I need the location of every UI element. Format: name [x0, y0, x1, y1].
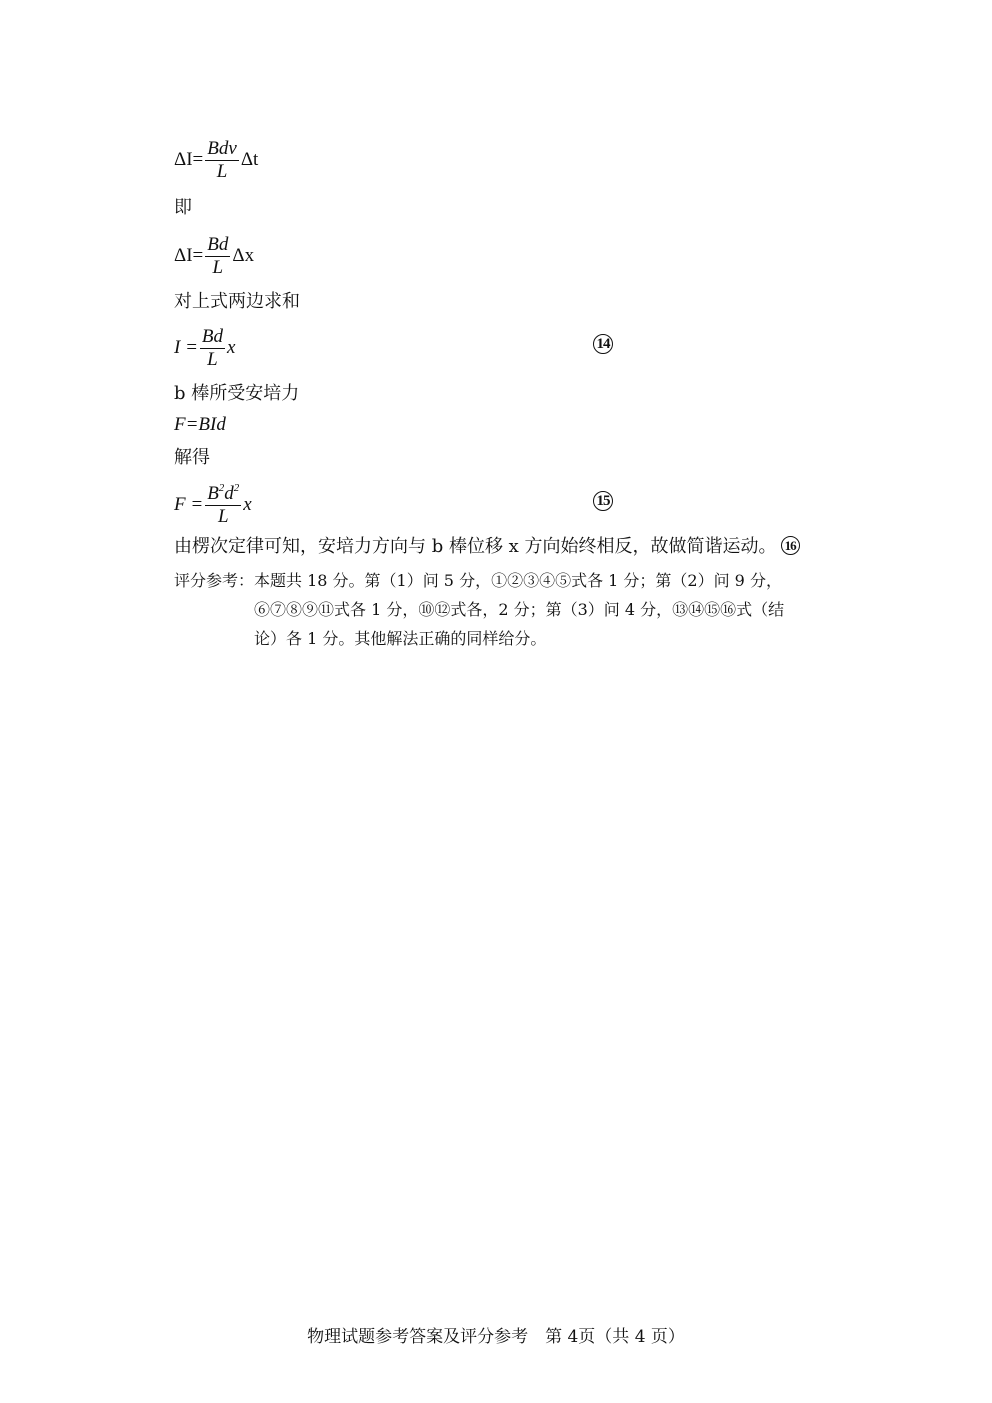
eq5-fraction	[205, 483, 241, 528]
eq3-rhs: x	[227, 337, 236, 358]
scoring-reference	[174, 566, 894, 653]
eq5-numerator: $B^2d^2$	[207, 481, 240, 504]
equation-delta-i-dt	[174, 134, 258, 186]
equation-delta-i-dx	[174, 230, 254, 282]
scoring-line-3: 论）各 1 分。其他解法正确的同样给分。	[254, 629, 547, 648]
eq2-denominator: L	[212, 256, 224, 278]
eq1-numerator: Bdv	[207, 137, 237, 159]
text-ji: 即	[174, 197, 192, 218]
eq5-denominator: L	[217, 505, 229, 527]
eq2-fraction	[205, 234, 230, 279]
eq5-lhs: F =	[174, 494, 204, 515]
equation-force-final	[174, 479, 252, 531]
eq5-rhs: x	[243, 494, 252, 515]
text-sum: 对上式两边求和	[174, 291, 300, 312]
eq2-numerator: Bd	[207, 233, 229, 255]
eq3-denominator: L	[207, 348, 218, 370]
conclusion-text: 由楞次定律可知，安培力方向与 b 棒位移 x 方向始终相反，故做简谐运动。	[174, 536, 777, 557]
scoring-line-2: ⑥⑦⑧⑨⑪式各 1 分，⑩⑫式各，2 分；第（3）问 4 分，⑬⑭⑮⑯式（结	[254, 600, 785, 619]
conclusion-line	[174, 535, 800, 559]
text-force: b 棒所受安培力	[174, 383, 300, 404]
equation-number-14: 14	[593, 334, 613, 354]
eq1-lhs: ΔI=	[174, 149, 204, 170]
text-solve: 解得	[174, 447, 210, 468]
eq3-lhs: I =	[174, 337, 198, 358]
page-footer: 物理试题参考答案及评分参考 第 4页（共 4 页）	[307, 1327, 685, 1347]
eq2-rhs: Δx	[232, 245, 255, 266]
equation-number-15: 15	[593, 491, 613, 511]
equation-current	[174, 322, 235, 374]
equation-number-16: 16	[781, 536, 800, 555]
eq3-numerator: Bd	[201, 325, 224, 347]
eq3-fraction	[200, 326, 225, 371]
eq1-denominator: L	[216, 160, 228, 182]
scoring-line-1: 评分参考：本题共 18 分。第（1）问 5 分，①②③④⑤式各 1 分；第（2）问 9 分，	[174, 571, 782, 590]
eq2-lhs: ΔI=	[174, 245, 204, 266]
eq1-rhs: Δt	[240, 149, 259, 170]
eq1-fraction	[205, 138, 239, 183]
equation-force-bid: F=BId	[174, 414, 226, 435]
